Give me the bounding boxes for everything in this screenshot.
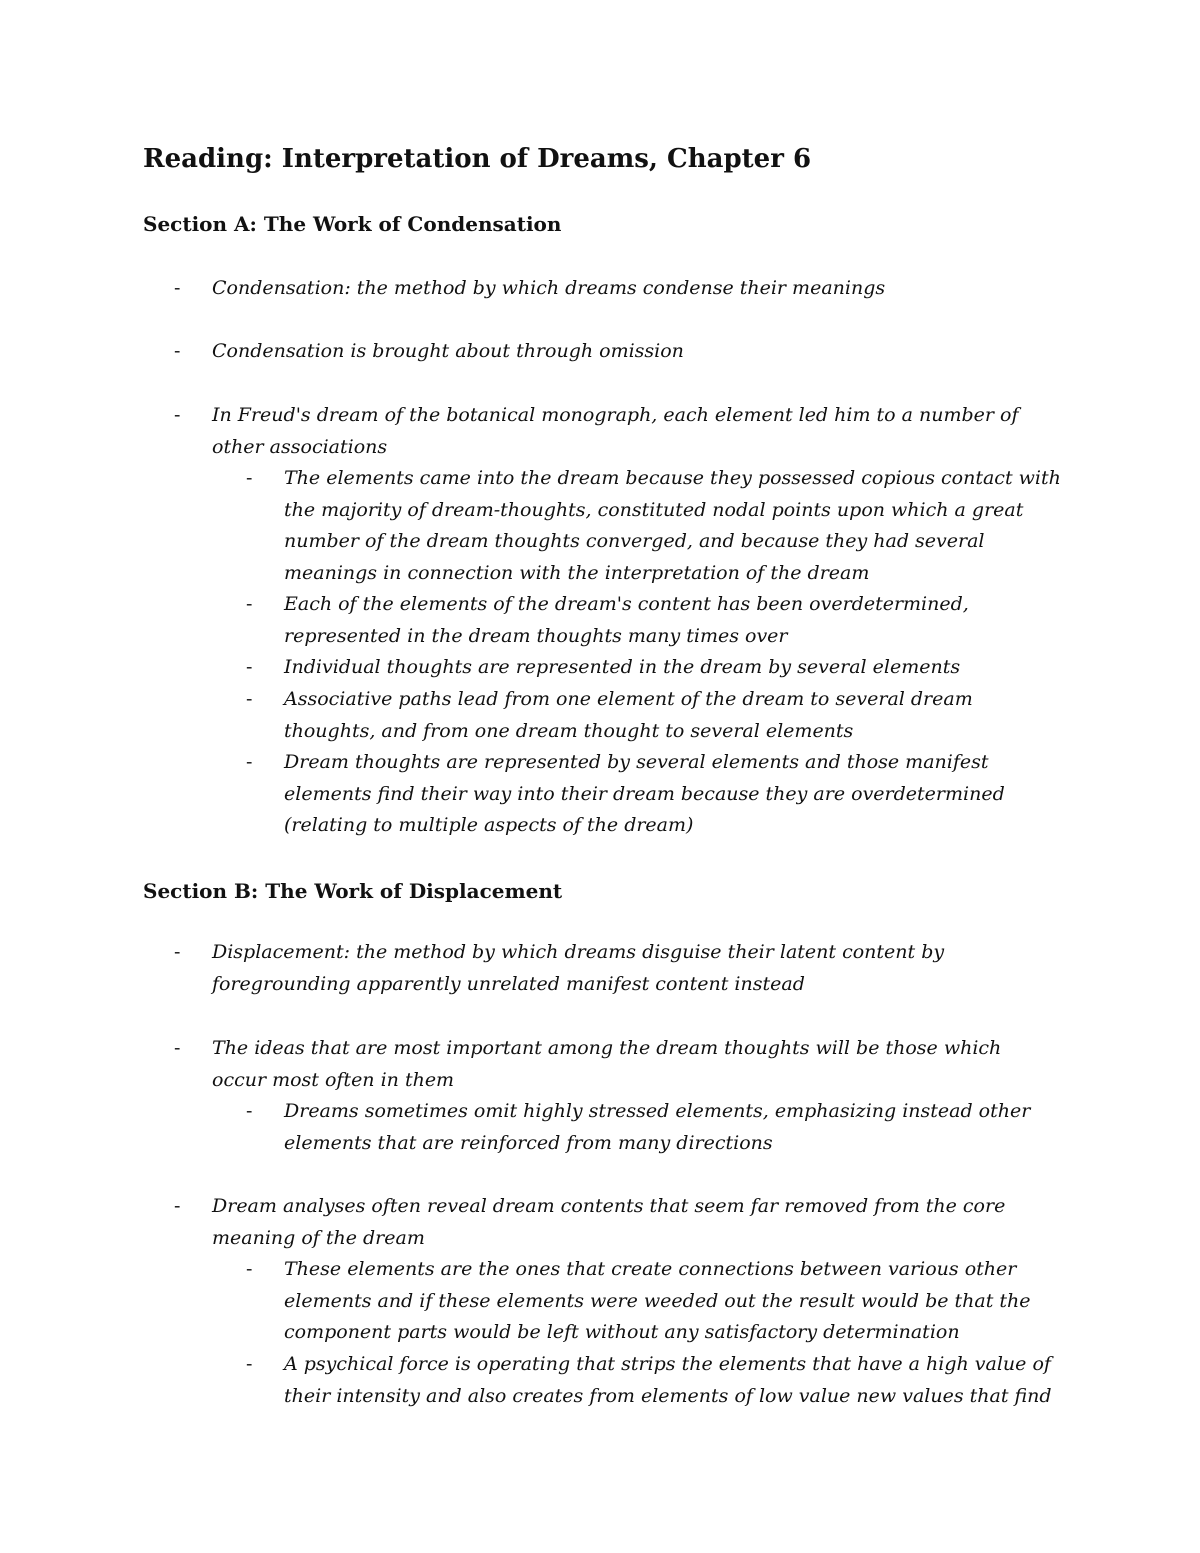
bullet-dash: - [174,340,181,362]
list-item [174,1033,1002,1096]
list-item [174,336,684,368]
sub-list-item [246,1349,1052,1412]
list-item-text: Individual thoughts are represented in the dream by several elements [284,656,961,678]
sub-list-item [246,463,1061,589]
list-item [174,1191,1006,1254]
list-item-text: occur most often in them [212,1068,455,1091]
section-b-heading: Section B: The Work of Displacement [143,879,563,903]
bullet-dash: - [246,688,253,710]
bullet-dash: - [174,1037,181,1059]
list-item-text: Dream analyses often reveal dream contents that seem far removed from the core [212,1195,1006,1217]
list-item-text: (relating to multiple aspects of the dream) [284,814,694,836]
bullet-dash: - [246,467,253,489]
list-item-text: elements find their way into their dream because they are overdetermined [284,782,1005,805]
list-item-text: the majority of dream-thoughts, constituted nodal points upon which a great [284,498,1024,521]
list-item [174,400,1019,463]
list-item-text: In Freud's dream of the botanical monograph, each element led him to a number of [212,404,1019,426]
list-item-text: Dreams sometimes omit highly stressed elements, emphasizing instead other [284,1100,1031,1122]
page-title: Reading: Interpretation of Dreams, Chapter 6 [143,144,812,174]
bullet-dash: - [174,941,181,963]
bullet-dash: - [246,1258,253,1280]
list-item-text: represented in the dream thoughts many times over [284,624,788,647]
list-item-text: meanings in connection with the interpretation of the dream [284,561,870,584]
sub-list-item [246,652,961,684]
sub-list-item [246,1096,1031,1159]
list-item-text: A psychical force is operating that strips the elements that have a high value of [284,1353,1051,1375]
bullet-dash: - [246,751,253,773]
list-item-text: foregrounding apparently unrelated manifest content instead [212,972,805,995]
bullet-dash: - [246,1100,253,1122]
list-item-text: Displacement: the method by which dreams disguise their latent content by [212,941,945,963]
list-item-text: Associative paths lead from one element of the dream to several dream [284,688,973,710]
list-item-text: These elements are the ones that create connections between various other [284,1258,1017,1280]
list-item-text: Condensation: the method by which dreams condense their meanings [212,277,886,299]
list-item-text: their intensity and also creates from elements of low value new values that find [284,1384,1052,1407]
list-item-text: number of the dream thoughts converged, and because they had several [284,530,985,552]
list-item [174,937,945,1000]
bullet-dash: - [246,656,253,678]
bullet-dash: - [246,593,253,615]
sub-list-item [246,747,1005,842]
bullet-dash: - [246,1353,253,1375]
list-item-text: Dream thoughts are represented by several elements and those manifest [284,751,989,773]
bullet-dash: - [174,1195,181,1217]
list-item-text: elements that are reinforced from many directions [284,1131,773,1154]
bullet-dash: - [174,404,181,426]
list-item-text: thoughts, and from one dream thought to several elements [284,719,854,742]
list-item-text: Condensation is brought about through omission [212,340,684,362]
list-item-text: meaning of the dream [212,1226,425,1249]
sub-list-item [246,1254,1031,1349]
list-item-text: other associations [212,435,388,458]
list-item-text: The ideas that are most important among the dream thoughts will be those which [212,1037,1002,1059]
list-item-text: component parts would be left without any satisfactory determination [284,1321,960,1343]
list-item [174,273,886,305]
bullet-dash: - [174,277,181,299]
sub-list-item [246,589,969,652]
list-item-text: elements and if these elements were weeded out the result would be that the [284,1289,1031,1312]
sub-list-item [246,684,973,747]
list-item-text: Each of the elements of the dream's content has been overdetermined, [284,593,969,615]
list-item-text: The elements came into the dream because they possessed copious contact with [284,467,1061,489]
section-a-heading: Section A: The Work of Condensation [143,212,562,236]
